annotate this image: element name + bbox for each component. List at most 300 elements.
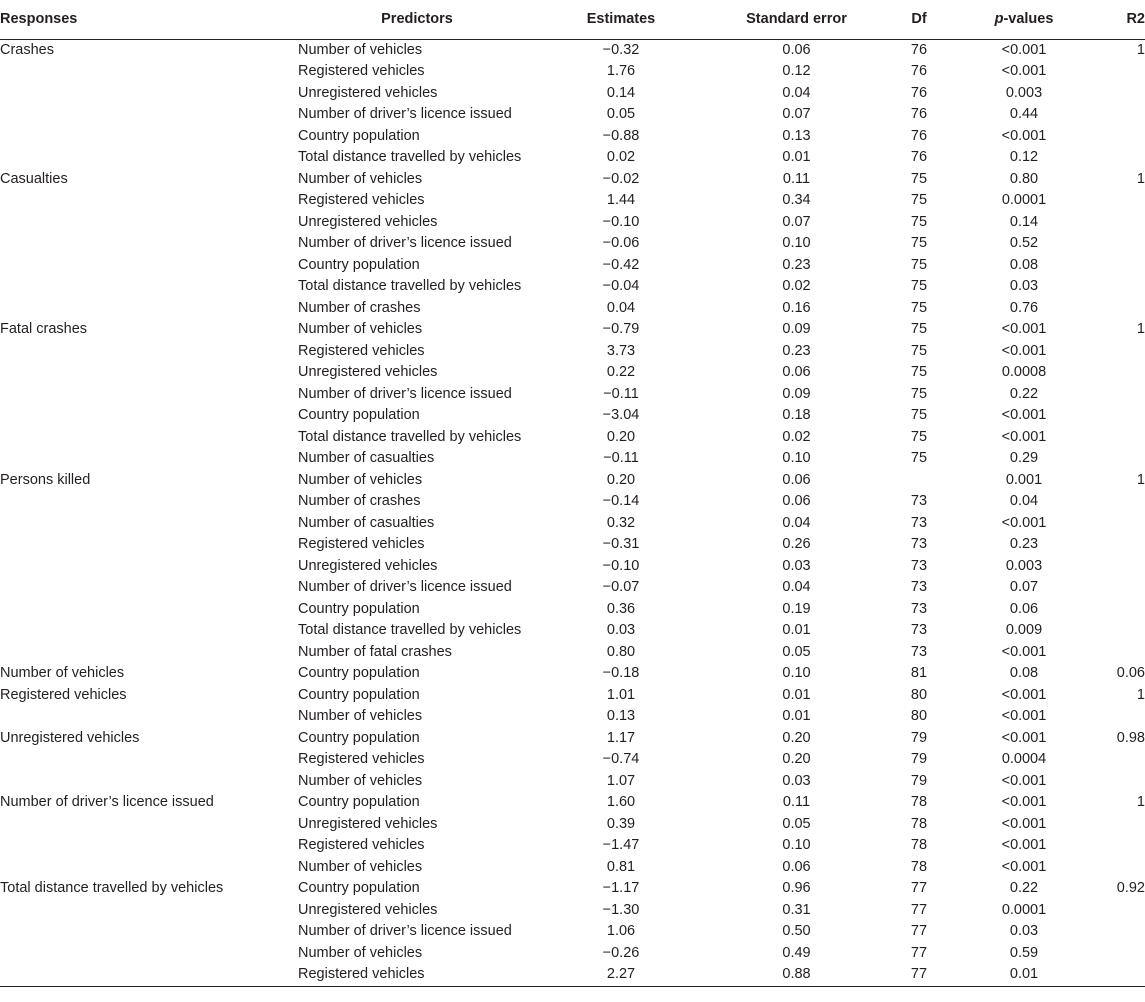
df-cell: 75 <box>910 235 928 251</box>
r2-cell <box>1097 427 1145 449</box>
r2-cell <box>1097 83 1145 105</box>
p-value-cell: <0.001 <box>1001 729 1047 746</box>
p-value-cell: 0.80 <box>1009 170 1039 187</box>
response-cell <box>0 900 298 922</box>
estimate-cell: 0.02 <box>606 149 636 165</box>
estimate-cell: 0.32 <box>606 514 636 531</box>
df-cell: 80 <box>910 686 928 703</box>
df-cell: 73 <box>910 600 928 617</box>
table-row <box>0 255 1145 277</box>
df-cell: 78 <box>910 794 928 810</box>
df-cell: 75 <box>910 342 928 359</box>
df-cell: 79 <box>910 751 928 767</box>
predictor-cell: Total distance travelled by vehicles <box>298 622 522 638</box>
p-value-cell: <0.001 <box>1001 41 1047 58</box>
table-row <box>0 663 1145 685</box>
standard-error-cell: 0.11 <box>782 794 811 810</box>
p-value-cell: <0.001 <box>1001 815 1047 832</box>
estimate-cell: −1.47 <box>602 837 640 853</box>
response-cell <box>0 534 298 556</box>
r2-cell: 1 <box>1136 794 1145 810</box>
df-cell: 76 <box>910 106 928 122</box>
p-value-cell: <0.001 <box>1001 321 1047 337</box>
df-cell: 73 <box>910 557 928 574</box>
estimate-cell: 2.27 <box>536 964 706 986</box>
p-value-cell: 0.08 <box>1009 256 1039 273</box>
table-row <box>0 427 1145 449</box>
p-value-cell: 0.001 <box>1005 471 1043 488</box>
df-cell: 73 <box>910 493 928 509</box>
df-cell: 75 <box>910 385 928 402</box>
df-cell: 75 <box>910 364 928 380</box>
table-row <box>0 126 1145 148</box>
r2-cell <box>1097 61 1145 83</box>
standard-error-cell: 0.01 <box>782 622 811 638</box>
df-cell: 75 <box>910 428 928 445</box>
predictor-cell: Unregistered vehicles <box>298 84 438 101</box>
table-row <box>0 728 1145 750</box>
p-value-cell: 0.04 <box>1009 493 1039 509</box>
predictor-cell: Number of vehicles <box>298 858 423 875</box>
estimate-cell: 1.06 <box>606 923 636 939</box>
predictor-cell: Country population <box>298 686 420 703</box>
standard-error-cell: 0.03 <box>782 772 811 789</box>
standard-error-cell: 0.05 <box>782 815 811 832</box>
response-cell <box>0 706 298 728</box>
r2-cell <box>1097 384 1145 406</box>
p-value-cell: 0.06 <box>1009 600 1039 617</box>
response-cell: Number of vehicles <box>0 665 125 681</box>
table-row <box>0 470 1145 492</box>
predictor-cell: Number of vehicles <box>298 944 423 961</box>
table-row <box>0 814 1145 836</box>
predictor-cell: Registered vehicles <box>298 536 425 552</box>
df-cell: 77 <box>910 901 928 918</box>
estimate-cell: −0.88 <box>602 127 640 144</box>
df-cell: 75 <box>910 321 928 337</box>
r2-cell <box>1097 362 1145 384</box>
response-cell <box>0 384 298 406</box>
response-cell <box>0 577 298 599</box>
p-value-cell: <0.001 <box>1001 407 1047 423</box>
p-value-cell: <0.001 <box>1001 772 1047 789</box>
estimate-cell: 0.05 <box>606 106 636 122</box>
r2-cell <box>1097 405 1145 427</box>
table-row <box>0 706 1145 728</box>
r2-cell: 0.06 <box>1116 665 1145 681</box>
table-row <box>0 685 1145 707</box>
header-estimates: Estimates <box>536 0 706 39</box>
predictor-cell: Number of crashes <box>298 493 421 509</box>
estimate-cell: −0.11 <box>603 385 639 402</box>
response-cell <box>0 513 298 535</box>
header-p-italic: p <box>994 11 1004 28</box>
estimate-cell: 1.07 <box>606 772 636 789</box>
df-cell: 79 <box>910 772 928 789</box>
r2-cell <box>1097 212 1145 234</box>
estimate-cell: −0.18 <box>602 665 640 681</box>
standard-error-cell: 0.01 <box>782 708 811 724</box>
response-cell <box>0 964 298 986</box>
estimate-cell: −0.42 <box>602 256 640 273</box>
response-cell <box>0 104 298 126</box>
standard-error-cell: 0.06 <box>782 41 811 58</box>
estimate-cell: 0.22 <box>606 364 636 380</box>
standard-error-cell: 0.20 <box>782 751 811 767</box>
df-cell: 78 <box>910 837 928 853</box>
standard-error-cell: 0.01 <box>782 149 811 165</box>
r2-cell: 1 <box>1136 170 1145 187</box>
response-cell <box>0 556 298 578</box>
df-cell: 76 <box>910 149 928 165</box>
predictor-cell: Number of crashes <box>298 299 421 316</box>
estimate-cell: −0.11 <box>603 450 639 466</box>
standard-error-cell: 0.02 <box>782 278 811 294</box>
standard-error-cell: 0.19 <box>782 600 811 617</box>
response-cell <box>0 298 298 320</box>
standard-error-cell: 0.10 <box>782 450 811 466</box>
p-value-cell: 0.0004 <box>1001 751 1047 767</box>
p-value-cell: <0.001 <box>1001 342 1047 359</box>
p-value-cell: <0.001 <box>1001 428 1047 445</box>
standard-error-cell: 0.31 <box>782 901 811 918</box>
standard-error-cell: 0.11 <box>782 170 811 187</box>
p-value-cell: 0.12 <box>1009 149 1039 165</box>
response-cell <box>0 448 298 470</box>
estimate-cell: −0.07 <box>602 579 640 595</box>
table-row <box>0 212 1145 234</box>
table-row <box>0 792 1145 814</box>
estimate-cell: −0.14 <box>602 493 640 509</box>
predictor-cell: Number of vehicles <box>298 708 423 724</box>
table-row <box>0 169 1145 191</box>
p-value-cell: <0.001 <box>1001 686 1047 703</box>
response-cell <box>0 190 298 212</box>
estimate-cell: −3.04 <box>602 407 640 423</box>
response-cell <box>0 835 298 857</box>
df-cell: 76 <box>910 127 928 144</box>
estimate-cell: −0.31 <box>602 536 640 552</box>
estimate-cell: 0.39 <box>606 815 636 832</box>
standard-error-cell: 0.03 <box>782 557 811 574</box>
table-row <box>0 857 1145 879</box>
standard-error-cell: 0.50 <box>782 923 811 939</box>
response-cell: Total distance travelled by vehicles <box>0 880 224 896</box>
standard-error-cell: 0.18 <box>782 407 811 423</box>
p-value-cell: 0.0001 <box>1001 901 1047 918</box>
estimate-cell: −1.17 <box>602 880 640 896</box>
estimate-cell: 3.73 <box>606 342 636 359</box>
table-row <box>0 384 1145 406</box>
standard-error-cell: 0.02 <box>782 428 811 445</box>
p-value-cell: <0.001 <box>1001 794 1047 810</box>
r2-cell: 1 <box>1136 41 1145 58</box>
header-p-values <box>951 0 1097 39</box>
r2-cell <box>1097 298 1145 320</box>
r2-cell <box>1097 255 1145 277</box>
p-value-cell: 0.03 <box>1009 923 1039 939</box>
response-cell <box>0 599 298 621</box>
table-row <box>0 534 1145 556</box>
standard-error-cell: 0.13 <box>782 127 811 144</box>
table-row <box>0 771 1145 793</box>
p-value-cell: <0.001 <box>1001 643 1047 660</box>
table-row <box>0 749 1145 771</box>
df-cell: 78 <box>910 858 928 875</box>
response-cell <box>0 749 298 771</box>
p-value-cell: <0.001 <box>1001 514 1047 531</box>
standard-error-cell: 0.04 <box>782 514 811 531</box>
df-cell: 75 <box>910 450 928 466</box>
response-cell <box>0 405 298 427</box>
predictor-cell: Total distance travelled by vehicles <box>298 278 522 294</box>
predictor-cell: Number of vehicles <box>298 471 423 488</box>
response-cell: Fatal crashes <box>0 321 88 337</box>
r2-cell <box>1097 642 1145 664</box>
p-value-cell: 0.07 <box>1009 579 1039 595</box>
standard-error-cell: 0.23 <box>782 342 811 359</box>
standard-error-cell: 0.26 <box>782 536 811 552</box>
standard-error-cell: 0.10 <box>782 837 811 853</box>
predictor-cell: Number of driver’s licence issued <box>298 106 512 122</box>
table-row <box>0 448 1145 470</box>
response-cell <box>0 255 298 277</box>
table-row <box>0 147 1145 169</box>
estimate-cell: −0.10 <box>602 213 640 230</box>
table-row <box>0 83 1145 105</box>
estimate-cell: 1.44 <box>606 192 636 208</box>
p-value-cell: 0.03 <box>1009 278 1039 294</box>
df-cell: 73 <box>910 514 928 531</box>
standard-error-cell: 0.49 <box>782 944 811 961</box>
header-row <box>0 0 1145 39</box>
response-cell <box>0 233 298 255</box>
estimate-cell: 0.20 <box>606 471 636 488</box>
r2-cell: 1 <box>1136 686 1145 703</box>
table-row <box>0 341 1145 363</box>
table-row <box>0 39 1145 61</box>
table-row <box>0 405 1145 427</box>
table-row <box>0 878 1145 900</box>
df-cell: 75 <box>910 170 928 187</box>
r2-cell <box>1097 620 1145 642</box>
table-row <box>0 491 1145 513</box>
estimate-cell: 0.14 <box>606 84 636 101</box>
df-cell: 73 <box>910 536 928 552</box>
r2-cell <box>1097 104 1145 126</box>
standard-error-cell: 0.09 <box>782 321 811 337</box>
estimate-cell: −0.04 <box>602 278 640 294</box>
header-predictors: Predictors <box>298 0 536 39</box>
predictor-cell: Unregistered vehicles <box>298 815 438 832</box>
standard-error-cell: 0.07 <box>782 213 811 230</box>
p-value-cell: 0.22 <box>1009 880 1039 896</box>
df-cell: 76 <box>910 63 928 79</box>
table-row <box>0 61 1145 83</box>
r2-cell <box>1097 964 1145 986</box>
predictor-cell: Number of driver’s licence issued <box>298 579 512 595</box>
df-cell: 75 <box>910 192 928 208</box>
response-cell: Casualties <box>0 170 68 187</box>
p-value-cell: 0.52 <box>1009 235 1039 251</box>
predictor-cell: Registered vehicles <box>298 63 425 79</box>
p-value-cell: 0.76 <box>1009 299 1039 316</box>
predictor-cell: Country population <box>298 407 420 423</box>
predictor-cell: Registered vehicles <box>298 192 425 208</box>
predictor-cell: Unregistered vehicles <box>298 364 438 380</box>
predictor-cell: Number of vehicles <box>298 321 423 337</box>
table-row <box>0 577 1145 599</box>
df-cell: 76 <box>910 41 928 58</box>
table-row <box>0 233 1145 255</box>
predictor-cell: Unregistered vehicles <box>298 557 438 574</box>
standard-error-cell: 0.34 <box>782 192 811 208</box>
estimate-cell: −0.74 <box>602 751 640 767</box>
r2-cell <box>1097 857 1145 879</box>
estimate-cell: −0.32 <box>602 41 640 58</box>
p-value-cell: <0.001 <box>1001 63 1047 79</box>
table-row <box>0 104 1145 126</box>
df-cell: 75 <box>910 278 928 294</box>
estimate-cell: 1.01 <box>606 686 636 703</box>
r2-cell <box>1097 534 1145 556</box>
table-row <box>0 362 1145 384</box>
df-cell: 73 <box>910 622 928 638</box>
response-cell <box>0 814 298 836</box>
response-cell <box>0 921 298 943</box>
response-cell: Unregistered vehicles <box>0 729 140 746</box>
df-cell: 75 <box>910 299 928 316</box>
estimate-cell: 0.03 <box>606 622 636 638</box>
df-cell: 78 <box>910 815 928 832</box>
standard-error-cell: 0.23 <box>782 256 811 273</box>
standard-error-cell: 0.96 <box>782 880 811 896</box>
df-cell: 73 <box>910 579 928 595</box>
estimate-cell: −0.02 <box>602 170 640 187</box>
df-cell: 73 <box>910 643 928 660</box>
r2-cell <box>1097 814 1145 836</box>
response-cell: Crashes <box>0 41 54 58</box>
response-cell <box>0 642 298 664</box>
predictor-cell: Number of vehicles <box>298 772 423 789</box>
table-row <box>0 642 1145 664</box>
response-cell: Number of driver’s licence issued <box>0 794 214 810</box>
predictor-cell: Number of driver’s licence issued <box>298 385 512 402</box>
p-value-cell: 0.01 <box>951 964 1097 986</box>
estimate-cell: −0.06 <box>602 235 640 251</box>
response-cell <box>0 943 298 965</box>
response-cell <box>0 620 298 642</box>
response-cell <box>0 362 298 384</box>
response-cell <box>0 83 298 105</box>
p-value-cell: <0.001 <box>1001 837 1047 853</box>
standard-error-cell: 0.20 <box>782 729 811 746</box>
estimate-cell: −0.10 <box>602 557 640 574</box>
predictor-cell: Total distance travelled by vehicles <box>298 149 522 165</box>
predictor-cell: Number of vehicles <box>298 41 423 58</box>
estimate-cell: −0.79 <box>602 321 640 337</box>
table-row <box>0 599 1145 621</box>
r2-cell <box>1097 556 1145 578</box>
df-cell: 77 <box>910 923 928 939</box>
table-row <box>0 276 1145 298</box>
predictor-cell: Registered vehicles <box>298 342 425 359</box>
df-cell: 75 <box>910 407 928 423</box>
p-value-cell: <0.001 <box>1001 858 1047 875</box>
estimate-cell: 0.13 <box>606 708 636 724</box>
r2-cell <box>1097 835 1145 857</box>
standard-error-cell: 0.06 <box>782 471 811 488</box>
r2-cell <box>1097 706 1145 728</box>
predictor-cell: Registered vehicles <box>298 964 536 986</box>
standard-error-cell: 0.12 <box>782 63 811 79</box>
predictor-cell: Number of casualties <box>298 450 435 466</box>
predictor-cell: Country population <box>298 729 420 746</box>
response-cell <box>0 61 298 83</box>
table-row <box>0 943 1145 965</box>
standard-error-cell: 0.07 <box>782 106 811 122</box>
header-standard-error: Standard error <box>706 0 887 39</box>
predictor-cell: Country population <box>298 127 420 144</box>
response-cell: Persons killed <box>0 471 91 488</box>
table-row <box>0 620 1145 642</box>
table-row <box>0 556 1145 578</box>
standard-error-cell: 0.10 <box>782 235 811 251</box>
predictor-cell: Registered vehicles <box>298 751 425 767</box>
p-value-cell: 0.44 <box>1009 106 1039 122</box>
table-row <box>0 319 1145 341</box>
predictor-cell: Country population <box>298 665 420 681</box>
standard-error-cell: 0.06 <box>782 493 811 509</box>
estimate-cell: 1.60 <box>606 794 636 810</box>
r2-cell <box>1097 749 1145 771</box>
response-cell <box>0 341 298 363</box>
p-value-cell: 0.22 <box>1009 385 1039 402</box>
response-cell <box>0 427 298 449</box>
p-value-cell: 0.003 <box>1005 84 1043 101</box>
table-row <box>0 964 1145 986</box>
predictor-cell: Country population <box>298 256 420 273</box>
df-cell: 79 <box>910 729 928 746</box>
r2-cell <box>1097 921 1145 943</box>
table-row <box>0 835 1145 857</box>
p-value-cell: 0.009 <box>1005 622 1043 638</box>
r2-cell <box>1097 577 1145 599</box>
df-cell: 81 <box>910 665 928 681</box>
df-cell: 75 <box>910 213 928 230</box>
predictor-cell: Number of driver’s licence issued <box>298 235 512 251</box>
p-value-cell: <0.001 <box>1001 127 1047 144</box>
p-value-cell: <0.001 <box>1001 708 1047 724</box>
r2-cell <box>1097 276 1145 298</box>
standard-error-cell: 0.09 <box>782 385 811 402</box>
table-row <box>0 900 1145 922</box>
r2-cell <box>1097 448 1145 470</box>
r2-cell <box>1097 341 1145 363</box>
df-cell: 76 <box>910 84 928 101</box>
predictor-cell: Country population <box>298 880 420 896</box>
r2-cell <box>1097 491 1145 513</box>
estimate-cell: −0.26 <box>602 944 640 961</box>
table-row <box>0 513 1145 535</box>
response-cell <box>0 147 298 169</box>
df-cell: 75 <box>910 256 928 273</box>
standard-error-cell: 0.16 <box>782 299 811 316</box>
r2-cell <box>1097 943 1145 965</box>
predictor-cell: Number of driver’s licence issued <box>298 923 512 939</box>
r2-cell: 0.98 <box>1116 729 1145 746</box>
estimate-cell: 0.20 <box>606 428 636 445</box>
